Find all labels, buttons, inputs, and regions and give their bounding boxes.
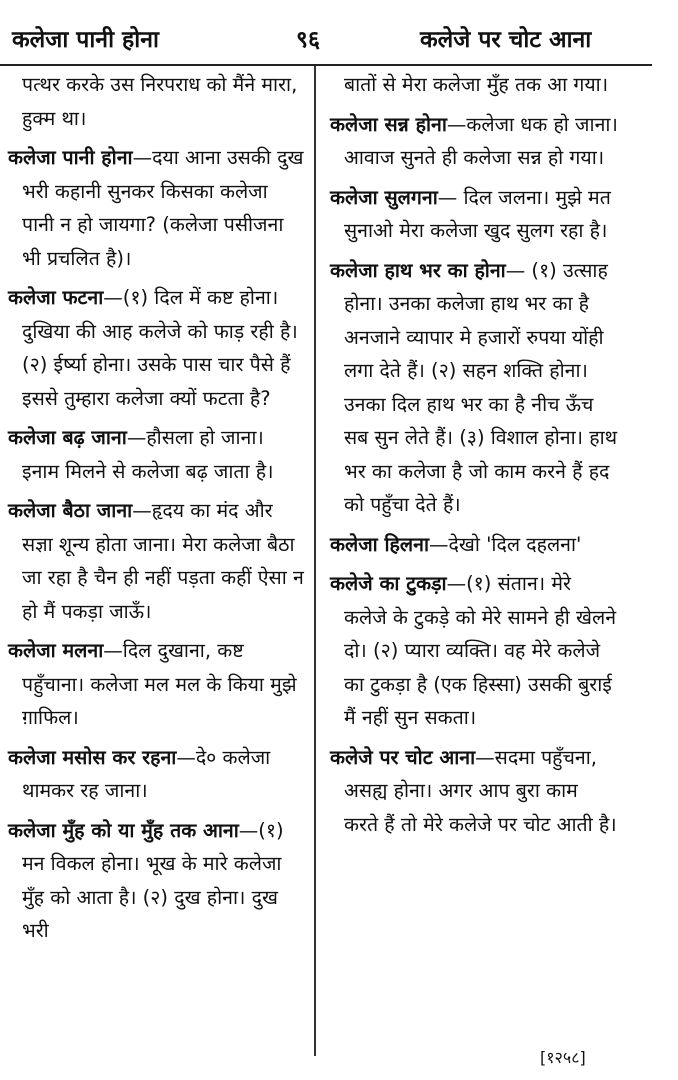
entry-text: —दे० कलेजा थामकर रह जाना। xyxy=(22,745,271,802)
dictionary-entry xyxy=(8,741,304,808)
dictionary-entry xyxy=(330,528,618,562)
page-number: ९६ xyxy=(296,27,320,53)
entry-headword: कलेजे पर चोट आना xyxy=(330,745,476,769)
entry-headword: कलेजा मलना xyxy=(8,639,104,662)
entry-headword: कलेजा सन्न होना xyxy=(330,112,447,136)
entry-headword: कलेजा पानी होना xyxy=(8,146,133,169)
dictionary-entry xyxy=(330,68,618,102)
dictionary-entry xyxy=(8,421,304,488)
entry-headword: कलेजा बढ़ जाना xyxy=(8,426,127,449)
entry-text: —(१) दिल में कष्ट होना। दुखिया की आह कलेजे को फाड़ रही है। (२) ईर्ष्या होना। उसके पास चार पैसे हैं इससे तुम्हारा कलेजा क्यों फटता है? xyxy=(22,286,298,410)
header-rule xyxy=(0,64,652,66)
entry-text: —(१) संतान। मेरे कलेजे के टुकड़े को मेरे सामने ही खेलने दो। (२) प्यारा व्यक्ति। वह मेरे कलेजे का टुकड़ा है (एक हिस्सा) उसकी बुराई मैं नहीं सुन सकता। xyxy=(344,572,617,729)
dictionary-entry xyxy=(8,814,304,948)
page-header xyxy=(0,0,678,62)
entry-headword: कलेजा बैठा जाना xyxy=(8,499,133,522)
entry-headword: कलेजा मुँह को या मुँह तक आना xyxy=(8,818,239,842)
entry-text: —हृदय का मंद और सज्ञा शून्य होता जाना। मेरा कलेजा बैठा जा रहा है चैन ही नहीं पड़ता कहीं ऐसा न हो मैं पकड़ा जाऊँ। xyxy=(22,499,304,623)
dictionary-entry xyxy=(8,141,304,275)
entry-text: —देखो 'दिल दहलना' xyxy=(429,532,582,556)
print-code: [१२५८] xyxy=(540,1048,586,1067)
entry-text: —दिल दुखाना, कष्ट पहुँचाना। कलेजा मल मल के किया मुझे ग़ाफिल। xyxy=(22,639,297,729)
dictionary-entry xyxy=(8,281,304,415)
entry-headword: कलेजा हाथ भर का होना xyxy=(330,258,506,282)
dictionary-entry xyxy=(330,181,618,248)
dictionary-entry xyxy=(330,741,618,842)
entry-headword: कलेजा फटना xyxy=(8,286,104,309)
entry-headword: कलेजे का टुकड़ा xyxy=(330,572,447,595)
entry-text: —सदमा पहुँचना, असह्य होना। अगर आप बुरा काम करते हैं तो मेरे कलेजे पर चोट आती है। xyxy=(344,745,617,836)
entry-text: बातों से मेरा कलेजा मुँह तक आ गया। xyxy=(344,73,609,96)
dictionary-entry xyxy=(330,254,618,522)
column-divider xyxy=(314,66,316,1056)
entry-headword: कलेजा सुलगना xyxy=(330,185,438,209)
left-column xyxy=(8,68,304,954)
dictionary-entry xyxy=(8,68,304,135)
entry-text: — (१) उत्साह होना। उनका कलेजा हाथ भर का है अनजाने व्यापार मे हजारों रुपया योंही लगा देते हैं। (२) सहन शक्ति होना। उनका दिल हाथ भर का है नीच ऊँच सब सुन लेते हैं। (३) विशाल होना। हाथ भर का कलेजा है जो काम करने हैं हद को पहुँचा देते हैं। xyxy=(344,258,618,516)
entry-text: —दया आना उसकी दुख भरी कहानी सुनकर किसका कलेजा पानी न हो जायगा? (कलेजा पसीजना भी प्रचलित है)। xyxy=(22,146,304,270)
dictionary-entry xyxy=(8,634,304,735)
entry-headword: कलेजा मसोस कर रहना xyxy=(8,745,177,769)
running-head-right: कलेजे पर चोट आना xyxy=(420,27,592,53)
entry-text: पत्थर करके उस निरपराध को मैंने मारा, हुक्म था। xyxy=(22,73,298,130)
entry-text: —(१) मन विकल होना। भूख के मारे कलेजा मुँह को आता है। (२) दुख होना। दुख भरी xyxy=(22,818,284,942)
entry-text: —हौसला हो जाना। इनाम मिलने से कलेजा बढ़ जाता है। xyxy=(22,426,274,483)
dictionary-entry xyxy=(330,567,618,735)
dictionary-entry xyxy=(8,494,304,628)
entry-headword: कलेजा हिलना xyxy=(330,532,430,556)
dictionary-entry xyxy=(330,108,618,175)
right-column xyxy=(330,68,618,847)
entry-text: —कलेजा धक हो जाना। आवाज सुनते ही कलेजा सन्न हो गया। xyxy=(344,112,618,169)
entry-text: — दिल जलना। मुझे मत सुनाओ मेरा कलेजा खुद सुलग रहा है। xyxy=(344,185,611,242)
running-head-left: कलेजा पानी होना xyxy=(12,27,159,53)
